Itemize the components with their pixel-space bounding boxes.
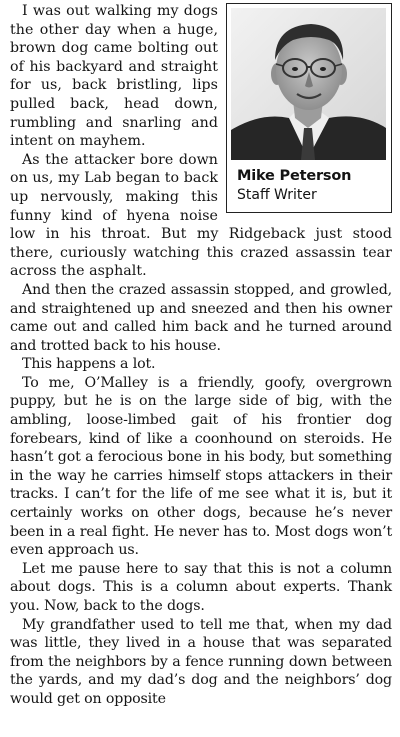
article-paragraph: And then the crazed assassin stopped, and growled, and straightened up and sneezed and then his owner came out and called him back and he turned around and trotted back to his house. — [10, 281, 392, 354]
newspaper-column — [10, 2, 392, 709]
article-paragraph: My grandfather used to tell me that, when my dad was little, they lived in a house that was separated from the neighbors by a fence running down between the yards, and my dad’s dog and the neighbors’ dog would get on opposite — [10, 616, 392, 707]
article-paragraph: Let me pause here to say that this is not a column about dogs. This is a column about experts. Thank you. Now, back to the dogs. — [10, 560, 392, 614]
author-name: Mike Peterson — [237, 168, 352, 184]
article-paragraph: I was out walking my dogs the other day when a huge, brown dog came bolting out of his backyard and straight for us, back bristling, lips pulled back, head down, rumbling and snarling and intent on mayhem. — [10, 3, 218, 150]
author-photo — [231, 8, 386, 160]
article-paragraph: As the attacker bore down on us, my Lab began to back up nervously, making this funny kind of hyena noise low in his throat. But my Ridgeback just stood there, curiously watching this crazed assassin tear across the asphalt. — [10, 151, 392, 280]
article-paragraph: To me, O’Malley is a friendly, goofy, overgrown puppy, but he is on the large side of big, with the ambling, loose-limbed gait of his frontier dog forebears, kind of like a coonhound on steroids. He hasn’t got a ferocious bone in his body, but something in the way he carries himself stops attackers in their tracks. I can’t for the life of me see what it is, but it certainly works on other dogs, because he’s never been in a real fight. He never has to. Most dogs won’t even approach us. — [10, 374, 392, 559]
author-photo-box — [226, 3, 392, 213]
byline — [237, 167, 351, 205]
author-title: Staff Writer — [237, 187, 317, 203]
article-paragraph: This happens a lot. — [22, 356, 156, 373]
